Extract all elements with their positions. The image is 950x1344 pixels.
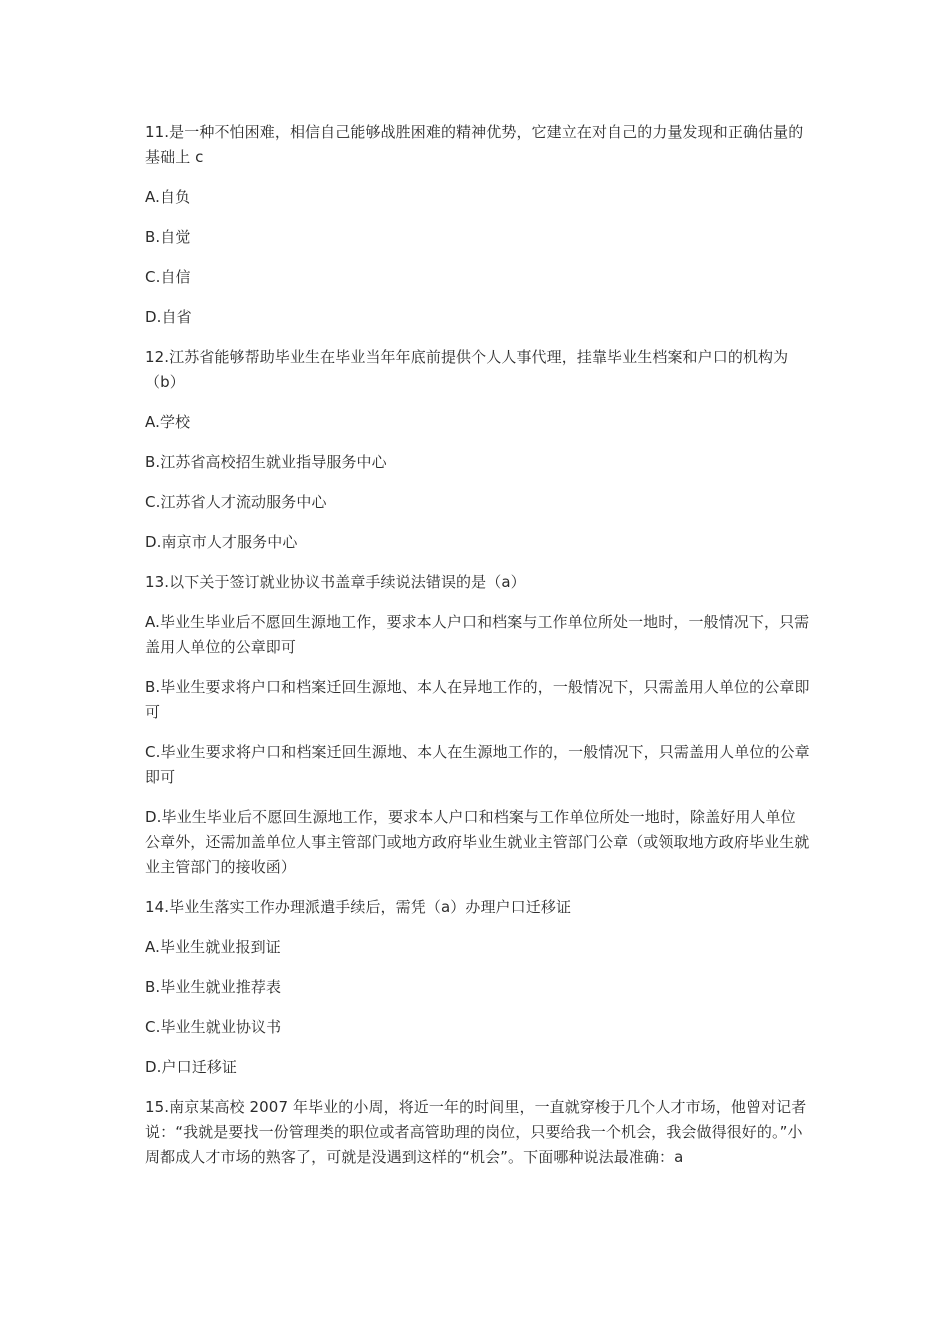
question-14-option-d: D.户口迁移证	[145, 1058, 238, 1076]
question-14-option-a: A.毕业生就业报到证	[145, 938, 281, 956]
question-11-option-c: C.自信	[145, 268, 191, 286]
question-14-option-b: B.毕业生就业推荐表	[145, 978, 282, 996]
question-12-stem: 12.江苏省能够帮助毕业生在毕业当年年底前提供个人人事代理，挂靠毕业生档案和户口的机构为（b）	[145, 348, 789, 391]
question-11-option-b: B.自觉	[145, 228, 191, 246]
question-12-option-b: B.江苏省高校招生就业指导服务中心	[145, 453, 387, 471]
question-12-option-c: C.江苏省人才流动服务中心	[145, 493, 327, 511]
question-13-option-b: B.毕业生要求将户口和档案迁回生源地、本人在异地工作的，一般情况下，只需盖用人单位的公章即可	[145, 678, 810, 721]
question-14-option-c: C.毕业生就业协议书	[145, 1018, 282, 1036]
question-15-stem: 15.南京某高校 2007 年毕业的小周，将近一年的时间里，一直就穿梭于几个人才市场，他曾对记者说：“我就是要找一份管理类的职位或者高管助理的岗位，只要给我一个机会，我会做得很好的。”小周都成人才市场的熟客了，可就是没遇到这样的“机会”。下面哪种说法最准确：a	[145, 1098, 807, 1166]
question-12-option-a: A.学校	[145, 413, 191, 431]
question-13-option-c: C.毕业生要求将户口和档案迁回生源地、本人在生源地工作的，一般情况下，只需盖用人单位的公章即可	[145, 743, 810, 786]
question-12-option-d: D.南京市人才服务中心	[145, 533, 298, 551]
question-11-option-a: A.自负	[145, 188, 191, 206]
question-11-stem: 11.是一种不怕困难，相信自己能够战胜困难的精神优势，它建立在对自己的力量发现和正确估量的基础上 c	[145, 123, 804, 166]
question-14-stem: 14.毕业生落实工作办理派遣手续后，需凭（a）办理户口迁移证	[145, 898, 572, 916]
question-13-stem: 13.以下关于签订就业协议书盖章手续说法错误的是（a）	[145, 573, 526, 591]
question-11-option-d: D.自省	[145, 308, 192, 326]
document-page	[145, 120, 810, 1185]
question-13-option-a: A.毕业生毕业后不愿回生源地工作，要求本人户口和档案与工作单位所处一地时，一般情况下，只需盖用人单位的公章即可	[145, 613, 810, 656]
question-13-option-d: D.毕业生毕业后不愿回生源地工作，要求本人户口和档案与工作单位所处一地时，除盖好用人单位公章外，还需加盖单位人事主管部门或地方政府毕业生就业主管部门公章（或领取地方政府毕业生就业主管部门的接收函）	[145, 808, 810, 876]
